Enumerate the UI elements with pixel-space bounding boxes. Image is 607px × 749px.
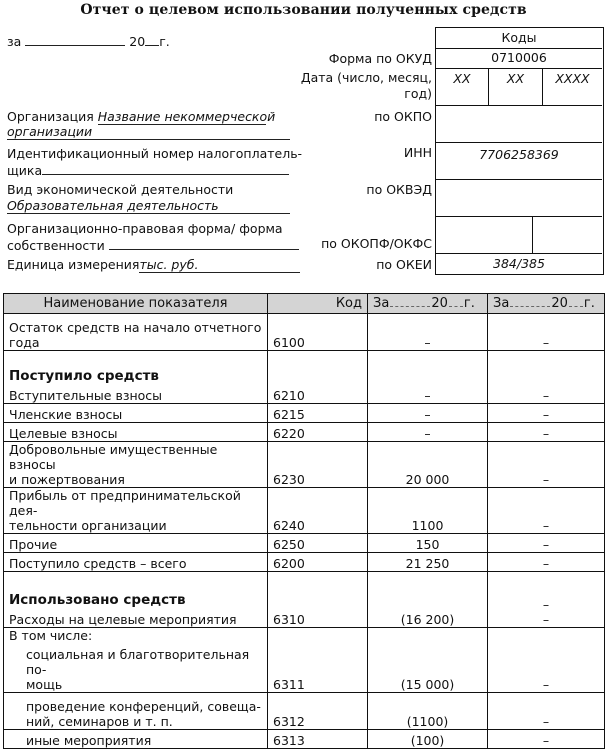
row-code: 6311 — [268, 628, 368, 693]
row-value-period2[interactable]: – — [488, 628, 605, 693]
row-name-line1: Добровольные имущественные взносы — [9, 442, 218, 472]
row-value-period1[interactable]: 21 250 — [368, 553, 488, 572]
okud-value[interactable]: 0710006 — [436, 48, 602, 68]
row-value-period2[interactable] — [488, 572, 605, 628]
row-value-period2[interactable]: – — [488, 693, 605, 730]
header-period1-year-blank[interactable] — [449, 296, 463, 307]
codes-box — [435, 27, 604, 275]
header-period1-prefix: За — [373, 296, 390, 311]
codes-header: Коды — [501, 30, 537, 45]
period-suffix: г. — [159, 34, 170, 49]
okfs-field[interactable] — [532, 216, 602, 253]
header-period2-prefix: За — [493, 296, 510, 311]
period-prefix: за — [7, 34, 22, 49]
row-name-line1: социальная и благотворительная по- — [26, 647, 250, 677]
table-header-row — [4, 294, 605, 314]
header-period2-year-blank[interactable] — [569, 296, 583, 307]
row-name — [4, 572, 268, 628]
period-year-prefix: 20 — [129, 34, 146, 49]
table-row-6200-total — [4, 553, 605, 572]
header-period1-suffix: г. — [463, 296, 475, 311]
row-name — [4, 351, 268, 404]
header-indicator-name: Наименование показателя — [4, 294, 268, 314]
okved-label: по ОКВЭД — [366, 182, 432, 197]
date-day-field[interactable]: XX — [436, 68, 488, 105]
row-name-text: Вступительные взносы — [9, 388, 163, 403]
date-month-field[interactable]: XX — [488, 68, 542, 105]
row-code: 6313 — [268, 730, 368, 749]
funds-usage-table — [3, 293, 605, 749]
date-year-field[interactable]: XXXX — [542, 68, 602, 105]
legal-form-label-line2: собственности — [7, 238, 105, 253]
inn-code-label: ИНН — [403, 145, 432, 160]
row-code: 6312 — [268, 693, 368, 730]
period-blank-field[interactable] — [25, 33, 125, 46]
table-row-6250 — [4, 534, 605, 553]
subheader-including: В том числе: — [9, 628, 93, 643]
row-value-period2[interactable]: – — [488, 488, 605, 534]
row-name — [4, 488, 268, 534]
header-period2-year: 20 — [551, 296, 568, 311]
row-value-period2-line1: – — [542, 597, 550, 612]
table-row-6312 — [4, 693, 605, 730]
row-code: 6100 — [268, 314, 368, 351]
okpo-label: по ОКПО — [374, 109, 432, 124]
header-period2-blank[interactable] — [510, 296, 550, 307]
table-row-6210 — [4, 351, 605, 404]
header-period1-year: 20 — [431, 296, 448, 311]
unit-label: Единица измерения — [7, 257, 140, 272]
table-row-6230 — [4, 442, 605, 488]
org-row — [7, 109, 276, 125]
okopf-field[interactable] — [436, 216, 532, 253]
row-value-period1[interactable]: – — [368, 314, 488, 351]
row-name: Прочие — [4, 534, 268, 553]
row-value-period2-line2: – — [542, 612, 550, 627]
okved-field[interactable] — [436, 179, 602, 216]
row-value-period1[interactable]: (15 000) — [368, 628, 488, 693]
row-value-period2[interactable]: – — [488, 351, 605, 404]
table-row-6215 — [4, 404, 605, 423]
header-period1-blank[interactable] — [390, 296, 430, 307]
row-name-line1: Остаток средств на начало отчетного — [9, 320, 262, 335]
row-value-period2[interactable]: – — [488, 730, 605, 749]
activity-value[interactable]: Образовательная деятельность — [7, 198, 290, 214]
inn-field[interactable]: 7706258369 — [436, 142, 602, 179]
taxpayer-id-label-line2: щика — [7, 163, 43, 178]
row-name-line2: тельности организации — [9, 518, 167, 533]
row-value-period2[interactable]: – — [488, 553, 605, 572]
row-value-period1[interactable]: 20 000 — [368, 442, 488, 488]
row-value-period2[interactable]: – — [488, 442, 605, 488]
row-name-line1: проведение конференций, совеща- — [26, 699, 261, 714]
org-label: Организация — [7, 109, 94, 124]
row-value-period2[interactable]: – — [488, 314, 605, 351]
org-name-line1[interactable]: Название некоммерческой — [97, 109, 276, 124]
org-name-line2[interactable]: организации — [7, 124, 290, 140]
row-value-period1[interactable]: (100) — [368, 730, 488, 749]
row-name-line2: года — [9, 335, 40, 350]
row-value-period1[interactable]: – — [368, 351, 488, 404]
legal-form-label-line1: Организационно-правовая форма/ форма — [7, 221, 283, 236]
row-value-period1[interactable]: 1100 — [368, 488, 488, 534]
row-name — [4, 693, 268, 730]
header-code: Код — [268, 294, 368, 314]
row-code: 6310 — [268, 572, 368, 628]
row-code: 6200 — [268, 553, 368, 572]
row-name: иные мероприятия — [4, 730, 268, 749]
row-code: 6215 — [268, 404, 368, 423]
row-code: 6240 — [268, 488, 368, 534]
taxpayer-id-field[interactable] — [42, 162, 289, 175]
row-name-text: Расходы на целевые мероприятия — [9, 612, 237, 627]
okpo-field[interactable] — [436, 105, 602, 142]
table-row-6311 — [4, 628, 605, 693]
table-row-6100 — [4, 314, 605, 351]
period-line — [7, 33, 170, 49]
table-row-6310 — [4, 572, 605, 628]
row-value-period1[interactable]: (16 200) — [368, 572, 488, 628]
row-value-period1[interactable]: – — [368, 423, 488, 442]
header-period2-suffix: г. — [583, 296, 595, 311]
row-code: 6250 — [268, 534, 368, 553]
row-value-period2[interactable]: – — [488, 534, 605, 553]
date-label-line2: год) — [404, 86, 432, 101]
legal-form-field[interactable] — [109, 237, 299, 250]
row-name-line2: мощь — [26, 677, 63, 692]
unit-value[interactable]: тыс. руб. — [139, 257, 300, 273]
taxpayer-id-row — [7, 162, 289, 178]
taxpayer-id-label-line1: Идентификационный номер налогоплатель- — [7, 146, 303, 161]
table-row-6313 — [4, 730, 605, 749]
okei-value[interactable]: 384/385 — [436, 253, 602, 274]
date-label-line1: Дата (число, месяц, — [300, 70, 432, 85]
header-period1 — [368, 294, 488, 314]
row-code: 6220 — [268, 423, 368, 442]
okud-label: Форма по ОКУД — [328, 51, 432, 66]
legal-form-row — [7, 237, 299, 253]
table-row-6220 — [4, 423, 605, 442]
row-name — [4, 442, 268, 488]
section-header-used: Использовано средств — [9, 592, 186, 608]
row-code: 6210 — [268, 351, 368, 404]
unit-row — [7, 257, 300, 273]
row-value-period2[interactable]: – — [488, 423, 605, 442]
okei-label: по ОКЕИ — [376, 257, 432, 272]
row-value-period2[interactable]: – — [488, 404, 605, 423]
row-name-line1: Прибыль от предпринимательской дея- — [9, 488, 241, 518]
row-name: Членские взносы — [4, 404, 268, 423]
row-name — [4, 628, 268, 693]
period-year-blank[interactable] — [145, 33, 159, 46]
row-name-line2: ний, семинаров и т. п. — [26, 714, 173, 729]
activity-label: Вид экономической деятельности — [7, 182, 234, 197]
header-period2 — [488, 294, 605, 314]
row-name: Целевые взносы — [4, 423, 268, 442]
okopf-label: по ОКОПФ/ОКФС — [321, 236, 432, 251]
row-value-period1[interactable]: (1100) — [368, 693, 488, 730]
table-row-6240 — [4, 488, 605, 534]
row-code: 6230 — [268, 442, 368, 488]
section-header-received: Поступило средств — [9, 368, 159, 384]
row-name: Поступило средств – всего — [4, 553, 268, 572]
row-value-period1[interactable]: 150 — [368, 534, 488, 553]
row-name-line2: и пожертвования — [9, 472, 125, 487]
row-value-period1[interactable]: – — [368, 404, 488, 423]
row-name — [4, 314, 268, 351]
report-title: Отчет о целевом использовании полученных средств — [80, 2, 527, 18]
